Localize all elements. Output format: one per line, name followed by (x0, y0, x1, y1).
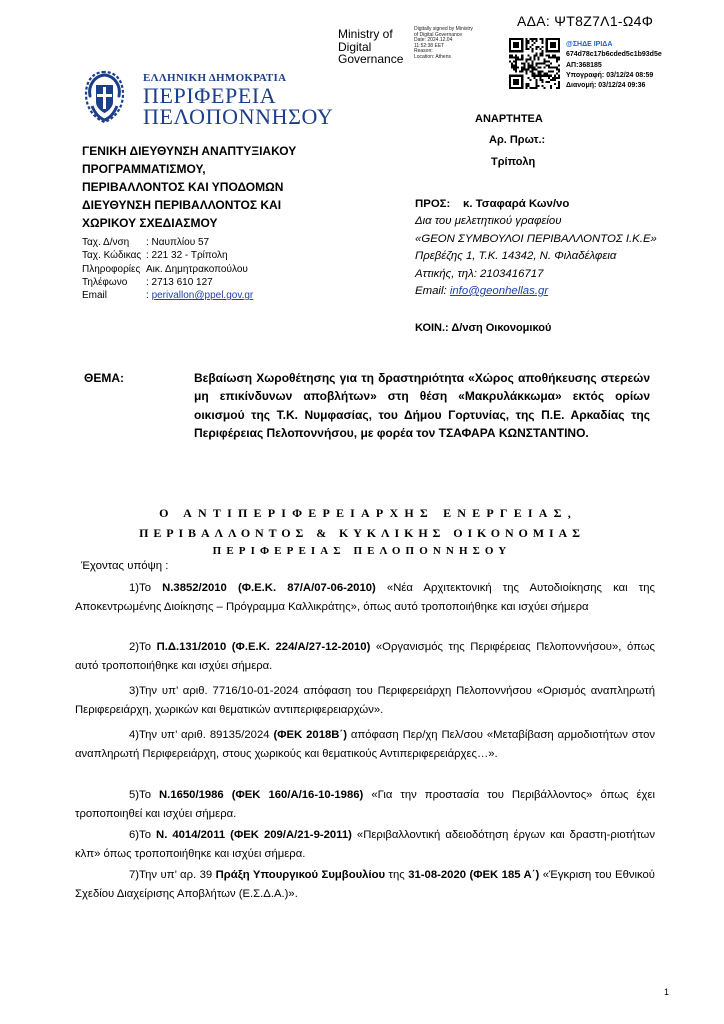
qr-code-icon (509, 38, 560, 89)
region-title-line1: ΠΕΡΙΦΕΡΕΙΑ (143, 83, 277, 108)
ada-code: ΑΔΑ: ΨΤ8Ζ7Λ1-Ω4Φ (517, 13, 654, 29)
region-title-line2: ΠΕΛΟΠΟΝΝΗΣΟΥ (143, 104, 334, 129)
authority-title-line2: ΠΕΡΙΒΑΛΛΟΝΤΟΣ & ΚΥΚΛΙΚΗΣ ΟΙΚΟΝΟΜΙΑΣ (139, 526, 585, 540)
contact-labels: Ταχ. Δ/νση Ταχ. Κώδικας Πληροφορίες Τηλέφωνο Email (82, 237, 142, 302)
list-item: 2)Το Π.Δ.131/2010 (Φ.Ε.Κ. 224/Α/27-12-2010) «Οργανισμός της Περιφέρειας Πελοποννήσου», όπως αυτό τροποποιήθηκε και ισχύει σήμερα. (75, 641, 655, 672)
authority-title-line3: ΠΕΡΙΦΕΡΕΙΑΣ ΠΕΛΟΠΟΝΝΗΣΟΥ (212, 545, 512, 557)
cc-line: ΚΟΙΝ.: Δ/νση Οικονομικού (415, 322, 552, 334)
authority-title-line1: Ο ΑΝΤΙΠΕΡΙΦΕΡΕΙΑΡΧΗΣ ΕΝΕΡΓΕΙΑΣ, (159, 506, 577, 520)
ministry-signature-label: Ministry of Digital Governance (338, 27, 404, 66)
department-name: ΓΕΝΙΚΗ ΔΙΕΥΘΥΝΣΗ ΑΝΑΠΤΥΞΙΑΚΟΥ ΠΡΟΓΡΑΜΜΑΤΙΣΜΟΥ, ΠΕΡΙΒΑΛΛΟΝΤΟΣ ΚΑΙ ΥΠΟΔΟΜΩΝ ΔΙΕΥΘΥΝΣΗ ΠΕΡΙΒΑΛΛΟΝΤΟΣ ΚΑΙ ΧΩΡΙΚΟΥ ΣΧΕΔΙΑΣΜΟΥ (82, 144, 297, 230)
page-number: 1 (664, 987, 670, 997)
subject-text: Βεβαίωση Χωροθέτησης για τη δραστηριότητα «Χώρος αποθήκευσης στερεών μη επικίνδυνων αποβλήτων» στη θέση «Μακρυλάκκωμα» εκτός ορίων οικισμού της Τ.Κ. Νυμφασίας, του Δήμου Γορτυνίας, της Π.Ε. Αρκαδίας της Περιφέρειας Πελοποννήσου, με φορέα τον ΤΣΑΦΑΡΑ ΚΩΝΣΤΑΝΤΙΝΟ. (194, 371, 650, 440)
contact-values: : Ναυπλίου 57 : 221 32 - Τρίπολη Αικ. Δημητρακοπούλου : 2713 610 127 : perivallon@ppel.gov.gr (146, 237, 254, 302)
issue-city: Τρίπολη (491, 156, 536, 168)
list-item: 7)Την υπ’ αρ. 39 Πράξη Υπουργικού Συμβουλίου της 31-08-2020 (ΦΕΚ 185 Α΄) «Έγκριση του Εθνικού Σχεδίου Διαχείρισης Αποβλήτων (Ε.Σ.Δ.Α.)». (75, 869, 655, 900)
subject-label: ΘΕΜΑ: (84, 371, 124, 385)
protocol-number-label: Αρ. Πρωτ.: (489, 134, 546, 146)
department-email-link[interactable]: perivallon@ppel.gov.gr (151, 290, 254, 302)
iris-protocol-stamp: @ΣΗΔΕ ΙΡΙΔΑ 674d78c17b6cded5c1b93d5e ΑΠ:368185 Υπογραφή: 03/12/24 08:59 Διανομή: 03/12/24 09:36 (566, 41, 662, 90)
list-item: 4)Την υπ’ αριθ. 89135/2024 (ΦΕΚ 2018Β΄) απόφαση Περ/χη Πελ/σου «Μεταβίβαση αρμοδιοτήτων στον αναπληρωτή Περιφερειάρχη, στους χωρικούς και θεματικούς Αντιπεριφερειάρχες…». (75, 729, 655, 760)
greek-republic-emblem-icon (82, 66, 127, 126)
republic-title: ΕΛΛΗΝΙΚΗ ΔΗΜΟΚΡΑΤΙΑ (143, 72, 287, 84)
recipient-email-link[interactable]: info@geonhellas.gr (449, 285, 549, 298)
publish-flag: ΑΝΑΡΤΗΤΕΑ (475, 113, 543, 125)
digital-signature-details: Digitally signed by Ministry of Digital Governance Date: 2024.12.04 11:52:38 EET Reason: Location: Athens (414, 26, 473, 60)
recipients-block: ΠΡΟΣ: κ. Τσαφαρά Κων/νο Δια του μελετητικού γραφείου «GEON ΣΥΜΒΟΥΛΟΙ ΠΕΡΙΒΑΛΛΟΝΤΟΣ Ι.Κ.Ε» Πρεβέζης 1, Τ.Κ. 14342, Ν. Φιλαδέλφεια Αττικής, τηλ: 2103416717 Email: info@geonhellas.gr (415, 198, 657, 298)
list-item: 5)Το Ν.1650/1986 (ΦΕΚ 160/Α/16-10-1986) «Για την προστασία του Περιβάλλοντος» όπως έχει τροποποιηθεί και ισχύει σήμερα. (75, 789, 655, 820)
recipient-name: κ. Τσαφαρά Κων/νο (462, 198, 570, 210)
considering-heading: Έχοντας υπόψη : (81, 560, 169, 572)
list-item: 6)Το Ν. 4014/2011 (ΦΕΚ 209/Α/21-9-2011) «Περιβαλλοντική αδειοδότηση έργων και δραστη-ριοτήτων κλπ» όπως τροποποιήθηκε και ισχύει σήμερα. (75, 829, 655, 860)
pros-label: ΠΡΟΣ: (415, 198, 451, 210)
list-item: 1)Το Ν.3852/2010 (Φ.Ε.Κ. 87/Α/07-06-2010) «Νέα Αρχιτεκτονική της Αυτοδιοίκησης και της Αποκεντρωμένης Διοίκησης – Πρόγραμμα Καλλικράτης», όπως αυτό τροποποιήθηκε και ισχύει σήμερα (75, 582, 655, 613)
list-item: 3)Την υπ’ αριθ. 7716/10-01-2024 απόφαση του Περιφερειάρχη Πελοποννήσου «Ορισμός αναπληρωτή Περιφερειάρχη, χωρικών και θεματικών αντιπεριφερειαρχών». (75, 685, 655, 716)
